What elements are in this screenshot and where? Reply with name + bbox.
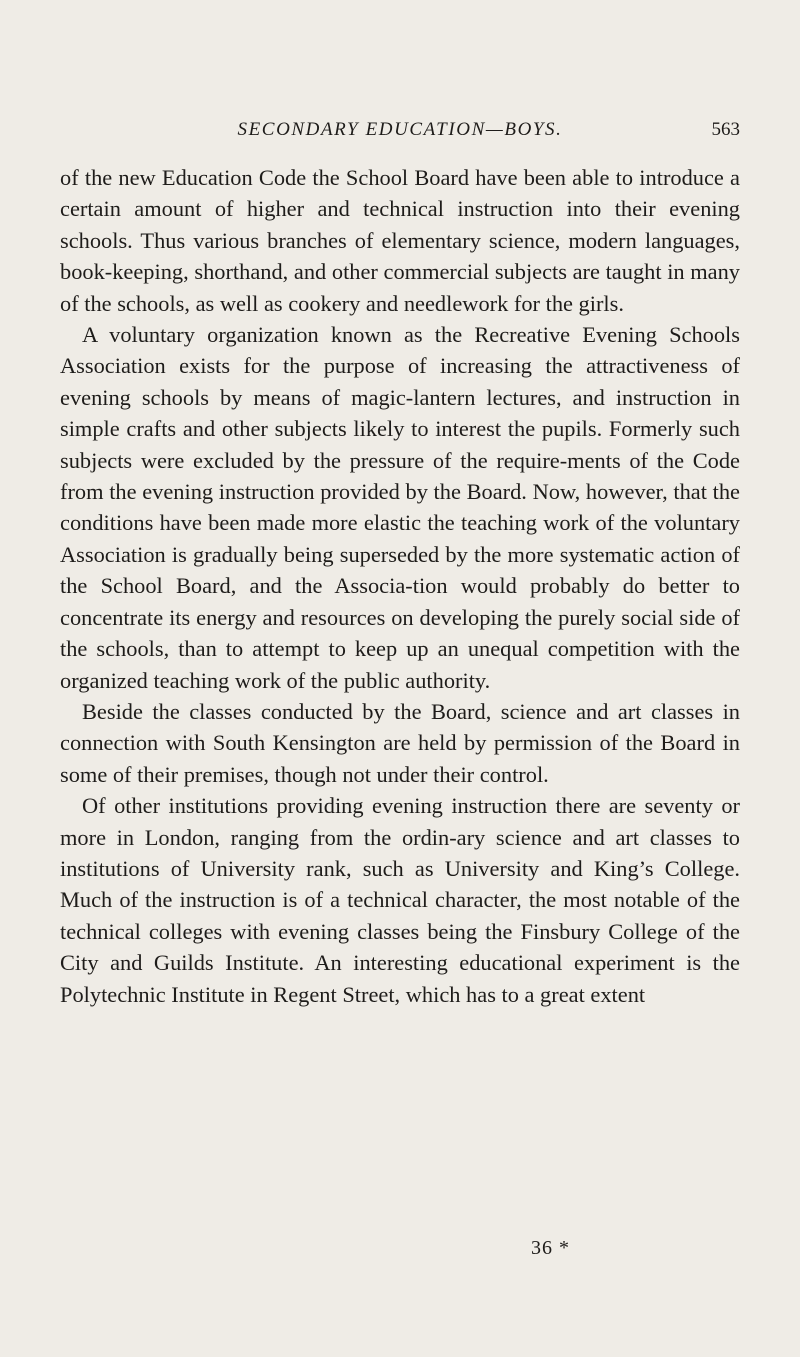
page-header: [60, 119, 740, 147]
paragraph-3: Beside the classes conducted by the Board, science and art classes in connection with South Kensington are held by permission of the Board in some of their premises, though not under their control.: [60, 698, 740, 787]
paragraph-4: Of other institutions providing evening instruction there are seventy or more in London, ranging from the ordin-ary science and art classes to institutions of University rank, such as University and King’s College. Much of the instruction is of a technical character, the most notable of the technical colleges with evening classes being the Finsbury College of the City and Guilds Institute. An interesting educational experiment is the Polytechnic Institute in Regent Street, which has to a great extent: [60, 793, 740, 1007]
paragraph-1: of the new Education Code the School Board have been able to introduce a certain amount of higher and technical instruction into their evening schools. Thus various branches of elementary science, modern languages, book-keeping, shorthand, and other commercial subjects are taught in many of the schools, as well as cookery and needlework for the girls.: [60, 165, 740, 316]
paragraph-2: A voluntary organization known as the Recreative Evening Schools Association exists for the purpose of increasing the attractiveness of evening schools by means of magic-lantern lectures, and instruction in simple crafts and other subjects likely to interest the pupils. Formerly such subjects were excluded by the pressure of the require-ments of the Code from the evening instruction provided by the Board. Now, however, that the conditions have been made more elastic the teaching work of the voluntary Association is gradually being superseded by the more systematic action of the School Board, and the Associa-tion would probably do better to concentrate its energy and resources on developing the purely social side of the schools, than to attempt to keep up an unequal competition with the organized teaching work of the public authority.: [60, 322, 740, 693]
running-head: SECONDARY EDUCATION—BOYS.: [237, 119, 563, 140]
signature-mark: 36 *: [531, 1237, 570, 1259]
body-text: [60, 162, 740, 1010]
page-number: 563: [711, 119, 740, 140]
